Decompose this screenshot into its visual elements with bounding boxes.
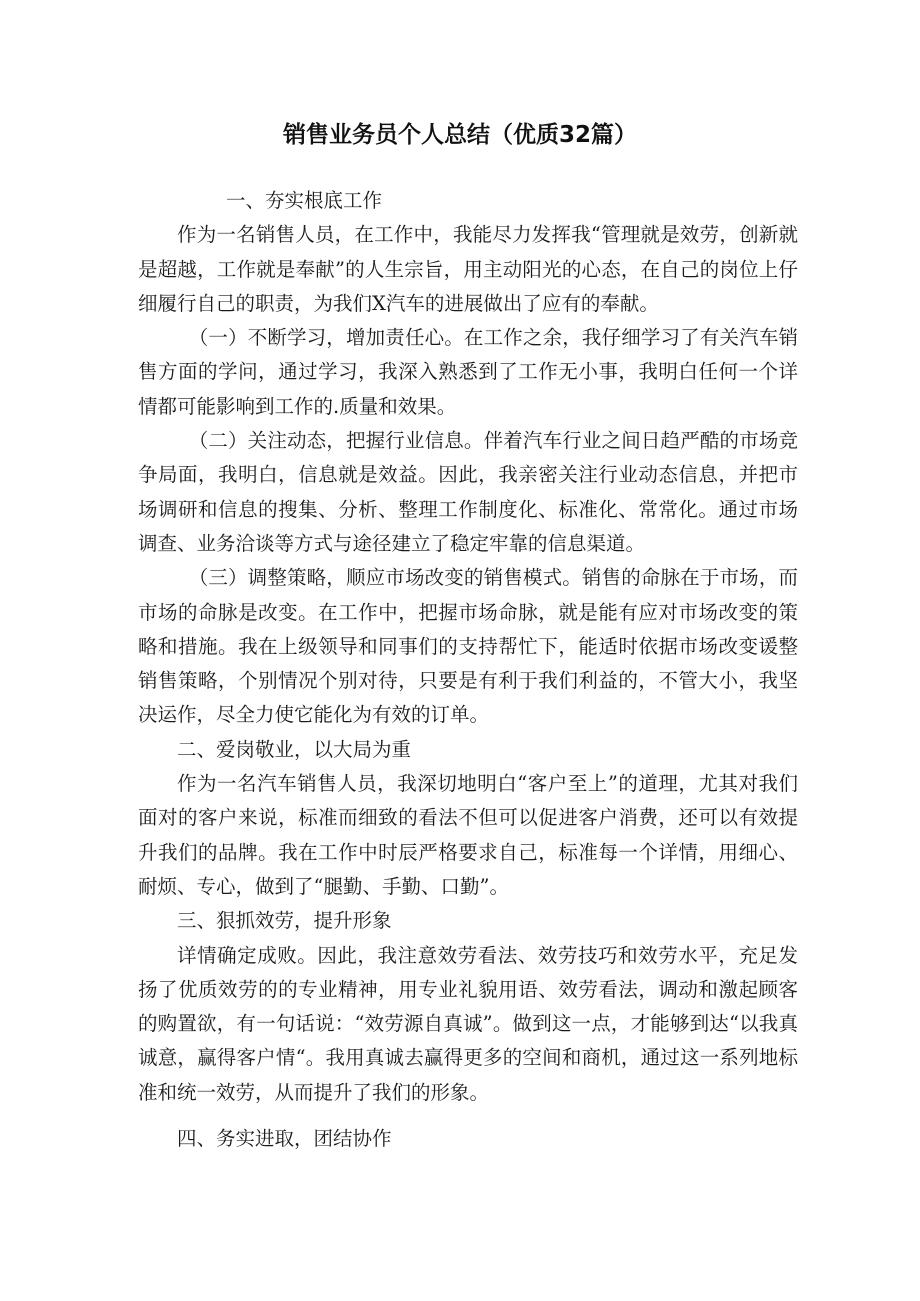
subsection-1: （一）不断学习，增加责任心。在工作之余，我仔细学习了有关汽车销售方面的学问，通过学习，我深入熟悉到了工作无小事，我明白任何一个详情都可能影响到工作的.质量和效果。 (138, 326, 798, 418)
section-heading-4: 四、务实进取，团结协作 (177, 1127, 392, 1151)
subsection-3: （三）调整策略，顺应市场改变的销售模式。销售的命脉在于市场，而市场的命脉是改变。在工作中，把握市场命脉，就是能有应对市场改变的策略和措施。我在上级领导和同事们的支持帮忙下，能适时依据市场改变谖整销售策略，个别情况个别对待，只要是有利于我们利益的，不管大小，我坚决运作，尽全力使它能化为有效的订单。 (138, 566, 798, 727)
section-heading-3: 三、狠抓效劳，提升形象 (177, 909, 392, 933)
document-body (138, 184, 798, 1156)
paragraph-3: 详情确定成败。因此，我注意效劳看法、效劳技巧和效劳水平，充足发扬了优质效劳的的专业精神，用专业礼貌用语、效劳看法，调动和激起顾客的购置欲，有一句话说：“效劳源自真诚”。做到这一点，才能够到达“以我真诚意，赢得客户情“。我用真诚去赢得更多的空间和商机，通过这一系列地标准和统一效劳，从而提升了我们的形象。 (138, 943, 798, 1104)
paragraph-1: 作为一名销售人员，在工作中，我能尽力发挥我“管理就是效劳，创新就是超越，工作就是奉献”的人生宗旨，用主动阳光的心态，在自己的岗位上仔细履行自己的职责，为我们X汽车的进展做出了应有的奉献。 (138, 223, 798, 315)
paragraph-2: 作为一名汽车销售人员，我深切地明白“客户至上”的道理，尤其对我们面对的客户来说，标准而细致的看法不但可以促进客户消费，还可以有效提升我们的品牌。我在工作中时辰严格要求自己，标准每一个详情，用细心、耐烦、专心，做到了“腿勤、手勤、口勤”。 (138, 772, 798, 898)
document-title: 销售业务员个人总结（优质32篇） (282, 122, 637, 148)
section-heading-2: 二、爱岗敬业，以大局为重 (177, 737, 412, 761)
subsection-2: （二）关注动态，把握行业信息。伴着汽车行业之间日趋严酷的市场竞争局面，我明白，信息就是效益。因此，我亲密关注行业动态信息，并把市场调研和信息的搜集、分析、整理工作制度化、标准化、常常化。通过市场调查、业务洽谈等方式与途径建立了稳定牢靠的信息渠道。 (138, 429, 798, 555)
section-heading-1: 一、夯实根底工作 (226, 189, 383, 212)
